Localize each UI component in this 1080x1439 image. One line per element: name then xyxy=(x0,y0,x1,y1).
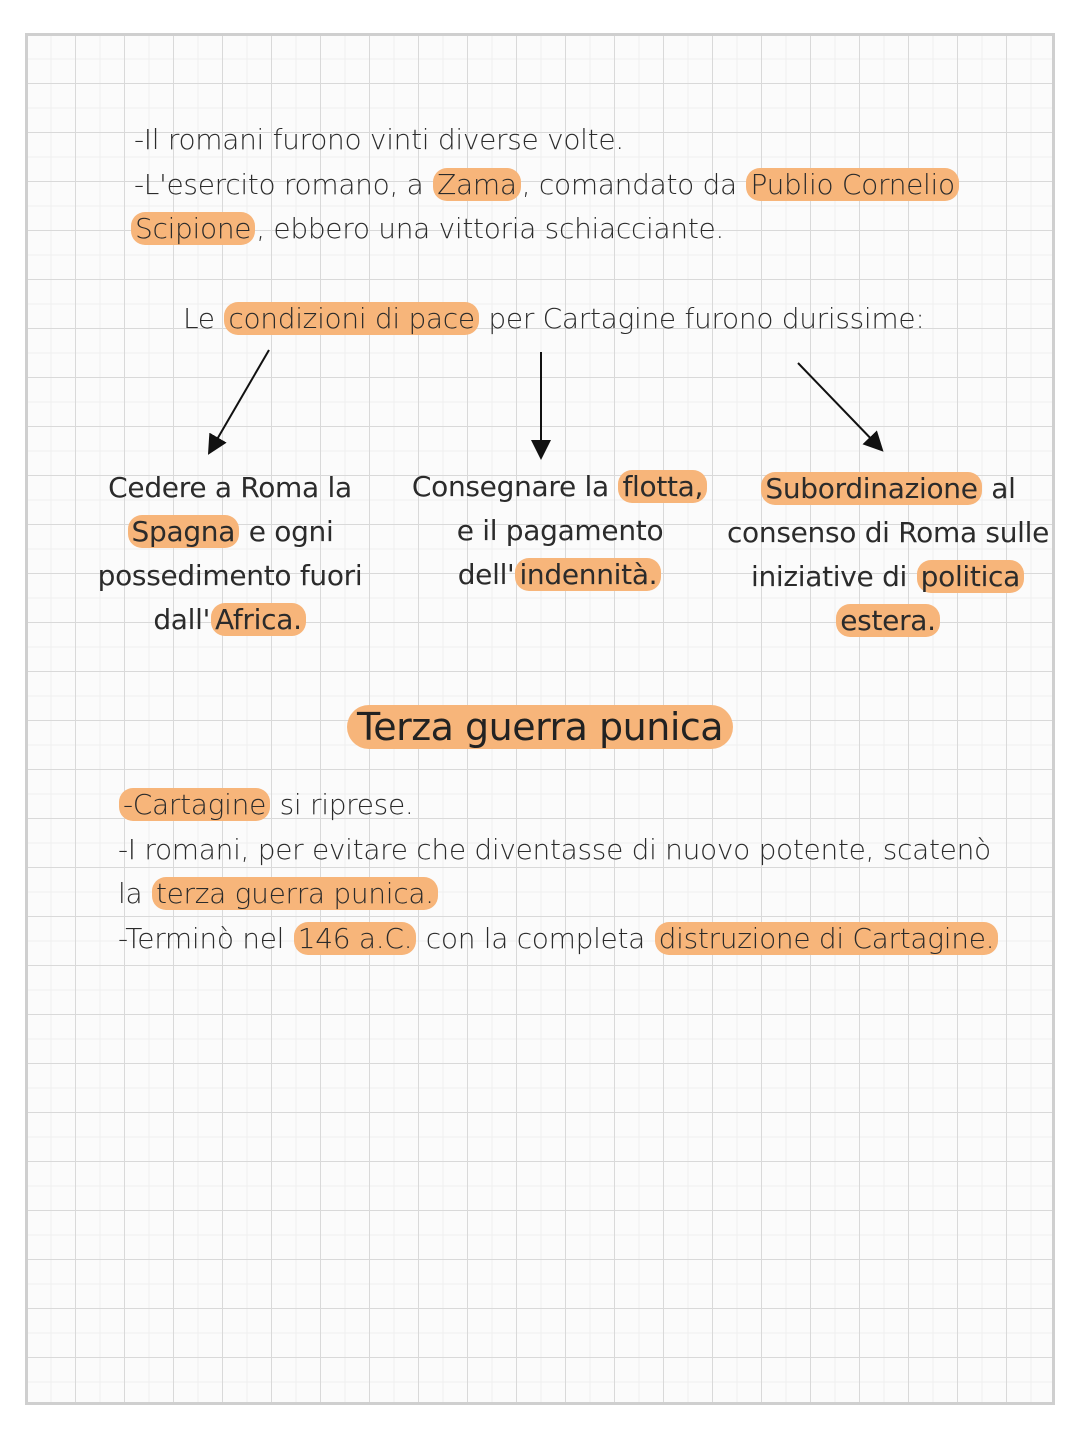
arrow-right xyxy=(798,363,878,446)
condition-spain xyxy=(90,466,370,642)
third-war-text-3a: la xyxy=(118,877,151,910)
highlight-condizioni-di-pace: condizioni di pace xyxy=(224,302,478,335)
section-title xyxy=(0,700,1080,754)
condition-fleet xyxy=(410,465,710,597)
highlight-estera: estera. xyxy=(836,604,940,637)
intro-text-1: -Il romani furono vinti diverse volte. xyxy=(134,123,624,156)
third-war-line-4 xyxy=(118,919,999,959)
condition-3-line-2: consenso di Roma sulle xyxy=(726,516,1050,549)
condition-3-text-3a: iniziative di xyxy=(750,560,916,593)
highlight-terza-guerra-punica: terza guerra punica. xyxy=(152,877,438,910)
condition-1-line-4 xyxy=(90,598,370,642)
highlight-spagna: Spagna xyxy=(128,515,240,548)
condition-foreign-policy xyxy=(722,467,1054,643)
highlight-scipione: Scipione xyxy=(131,212,255,245)
peace-text-a: Le xyxy=(183,302,224,335)
highlight-indennita: indennità. xyxy=(515,558,661,591)
condition-3-line-3 xyxy=(722,555,1054,599)
highlight-flotta: flotta, xyxy=(618,470,707,503)
peace-text-b: per Cartagine furono durissime: xyxy=(479,302,925,335)
condition-3-line-4 xyxy=(722,599,1054,643)
highlight-politica: politica xyxy=(917,560,1024,593)
condition-1-line-3: possedimento fuori xyxy=(97,559,363,592)
highlight-subordinazione: Subordinazione xyxy=(761,472,981,505)
third-war-text-1b: si riprese. xyxy=(271,788,414,821)
intro-text-3b: , ebbero una vittoria schiacciante. xyxy=(256,212,725,245)
condition-2-line-3 xyxy=(410,553,710,597)
third-war-text-4b: con la completa xyxy=(417,922,654,955)
third-war-text-4a: -Terminò nel xyxy=(118,922,293,955)
arrow-left xyxy=(212,350,269,448)
highlight-146-ac: 146 a.C. xyxy=(294,922,416,955)
intro-text-2a: -L'esercito romano, a xyxy=(134,168,433,201)
condition-2-text-3a: dell' xyxy=(457,558,515,591)
third-war-line-3 xyxy=(118,874,439,914)
highlight-zama: Zama xyxy=(433,168,521,201)
condition-2-text-1a: Consegnare la xyxy=(411,470,618,503)
third-war-line-2 xyxy=(118,830,991,870)
third-war-text-2: -I romani, per evitare che diventasse di nuovo potente, scatenò xyxy=(118,833,991,866)
condition-1-line-1: Cedere a Roma la xyxy=(108,471,352,504)
condition-1-text-2b: e ogni xyxy=(240,515,334,548)
intro-text-2b: , comandato da xyxy=(521,168,746,201)
highlight-cartagine: -Cartagine xyxy=(119,788,270,821)
condition-2-line-1 xyxy=(410,465,710,509)
highlight-publio-cornelio: Publio Cornelio xyxy=(746,168,958,201)
condition-2-line-2: e il pagamento xyxy=(456,514,664,547)
highlight-distruzione-di-cartagine: distruzione di Cartagine. xyxy=(655,922,999,955)
section-title-text: Terza guerra punica xyxy=(347,705,733,749)
condition-1-line-2 xyxy=(90,510,370,554)
third-war-line-1 xyxy=(118,785,414,825)
condition-3-text-1b: al xyxy=(982,472,1016,505)
condition-3-line-1 xyxy=(722,467,1054,511)
condition-1-text-4a: dall' xyxy=(153,603,211,636)
highlight-africa: Africa. xyxy=(211,603,306,636)
